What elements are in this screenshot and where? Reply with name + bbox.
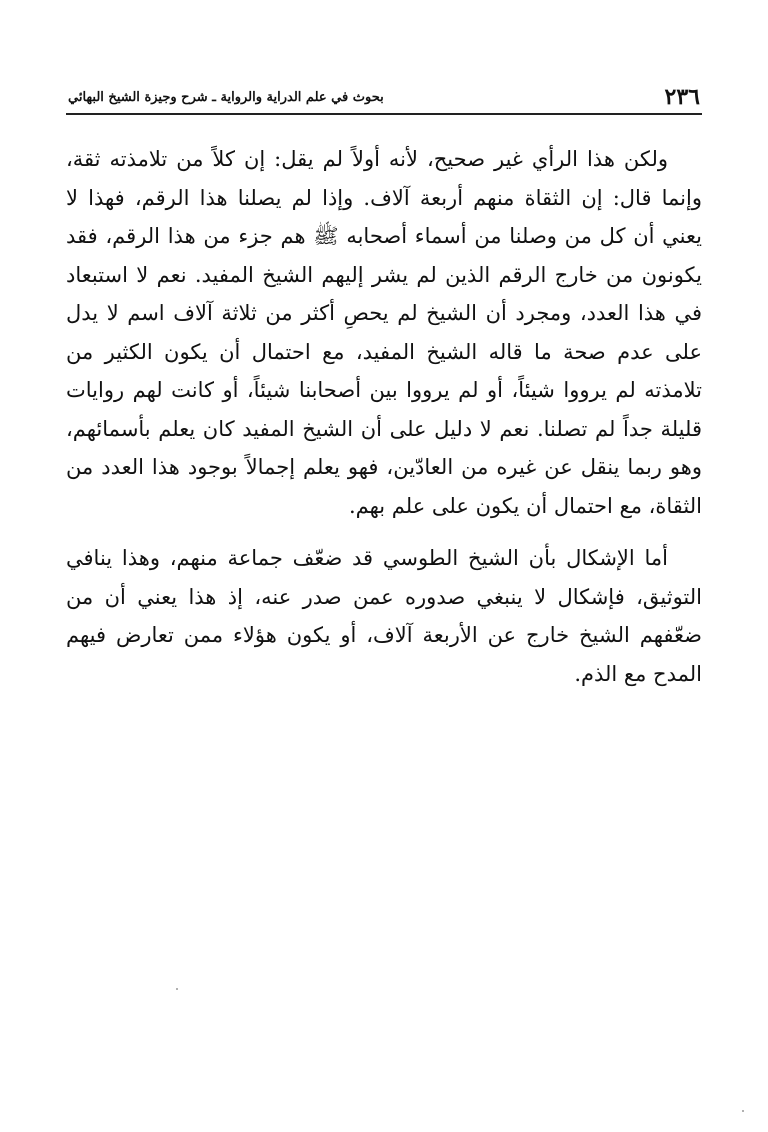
scan-speck bbox=[176, 988, 178, 990]
scan-speck bbox=[742, 1110, 744, 1112]
page-number: ٢٣٦ bbox=[664, 84, 700, 110]
running-title: بحوث في علم الدراية والرواية ـ شرح وجيزة الشيخ البهائي bbox=[68, 90, 384, 105]
page-header bbox=[68, 84, 700, 112]
header-divider bbox=[66, 113, 702, 115]
paragraph-1: ولكن هذا الرأي غير صحيح، لأنه أولاً لم يقل: إن كلاً من تلامذته ثقة، وإنما قال: إن الثقاة منهم أربعة آلاف. وإذا لم يصلنا هذا الرقم، فهذا لا يعني أن كل من وصلنا من أسماء أصحابه ﷺ هم جزء من هذا الرقم، فقد يكونون من خارج الرقم الذين لم يشر إليهم الشيخ المفيد. نعم لا استبعاد في هذا العدد، ومجرد أن الشيخ لم يحصِ أكثر من ثلاثة آلاف اسم لا يدل على عدم صحة ما قاله الشيخ المفيد، مع احتمال أن يكون الكثير من تلامذته لم يرووا شيئاً، أو لم يرووا بين أصحابنا شيئاً، أو كانت لهم روايات قليلة جداً لم تصلنا. نعم لا دليل على أن الشيخ المفيد كان يعلم بأسمائهم، وهو ربما ينقل عن غيره من العادّين، فهو يعلم إجمالاً بوجود هذا العدد من الثقاة، مع احتمال أن يكون على علم بهم. bbox=[66, 147, 702, 518]
paragraph-2: أما الإشكال بأن الشيخ الطوسي قد ضعّف جماعة منهم، وهذا ينافي التوثيق، فإشكال لا ينبغي صدوره عمن صدر عنه، إذ هذا يعني أن من ضعّفهم الشيخ خارج عن الأربعة آلاف، أو يكون هؤلاء ممن تعارض فيهم المدح مع الذم. bbox=[66, 546, 702, 686]
body-text bbox=[66, 140, 702, 693]
